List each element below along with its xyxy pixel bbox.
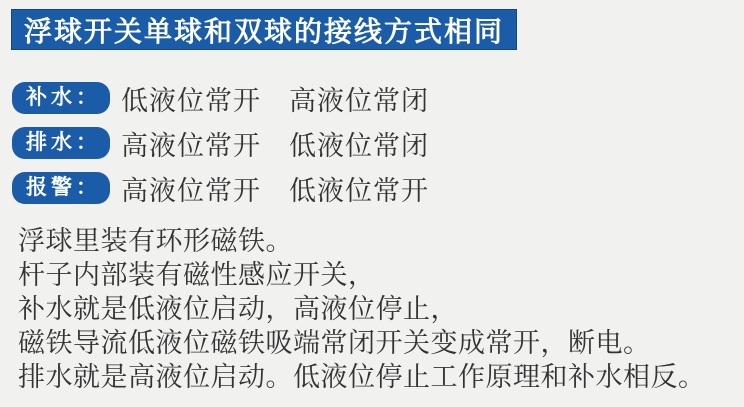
alarm-description: 高液位常开 低液位常开 (121, 175, 429, 206)
principle-line: 浮球里装有环形磁铁。 (18, 226, 293, 256)
water-fill-description: 低液位常开 高液位常闭 (121, 85, 429, 116)
wiring-row-drainage (12, 127, 429, 159)
header-title: 浮球开关单球和双球的接线方式相同 (23, 15, 504, 47)
alarm-badge: 报警： (12, 172, 110, 204)
wiring-row-alarm (12, 172, 429, 204)
water-fill-badge: 补水： (12, 82, 110, 114)
principle-line: 杆子内部装有磁性感应开关， (18, 260, 376, 290)
drainage-description: 高液位常开 低液位常闭 (121, 130, 429, 161)
principle-line: 补水就是低液位启动，高液位停止， (18, 294, 458, 324)
working-principle-text (18, 224, 706, 394)
drainage-badge: 排水： (12, 127, 110, 159)
principle-line: 磁铁导流低液位磁铁吸端常闭开关变成常开，断电。 (18, 328, 651, 358)
wiring-row-water-fill (12, 82, 429, 114)
header-banner (11, 9, 517, 50)
principle-line: 排水就是高液位启动。低液位停止工作原理和补水相反。 (18, 362, 706, 392)
